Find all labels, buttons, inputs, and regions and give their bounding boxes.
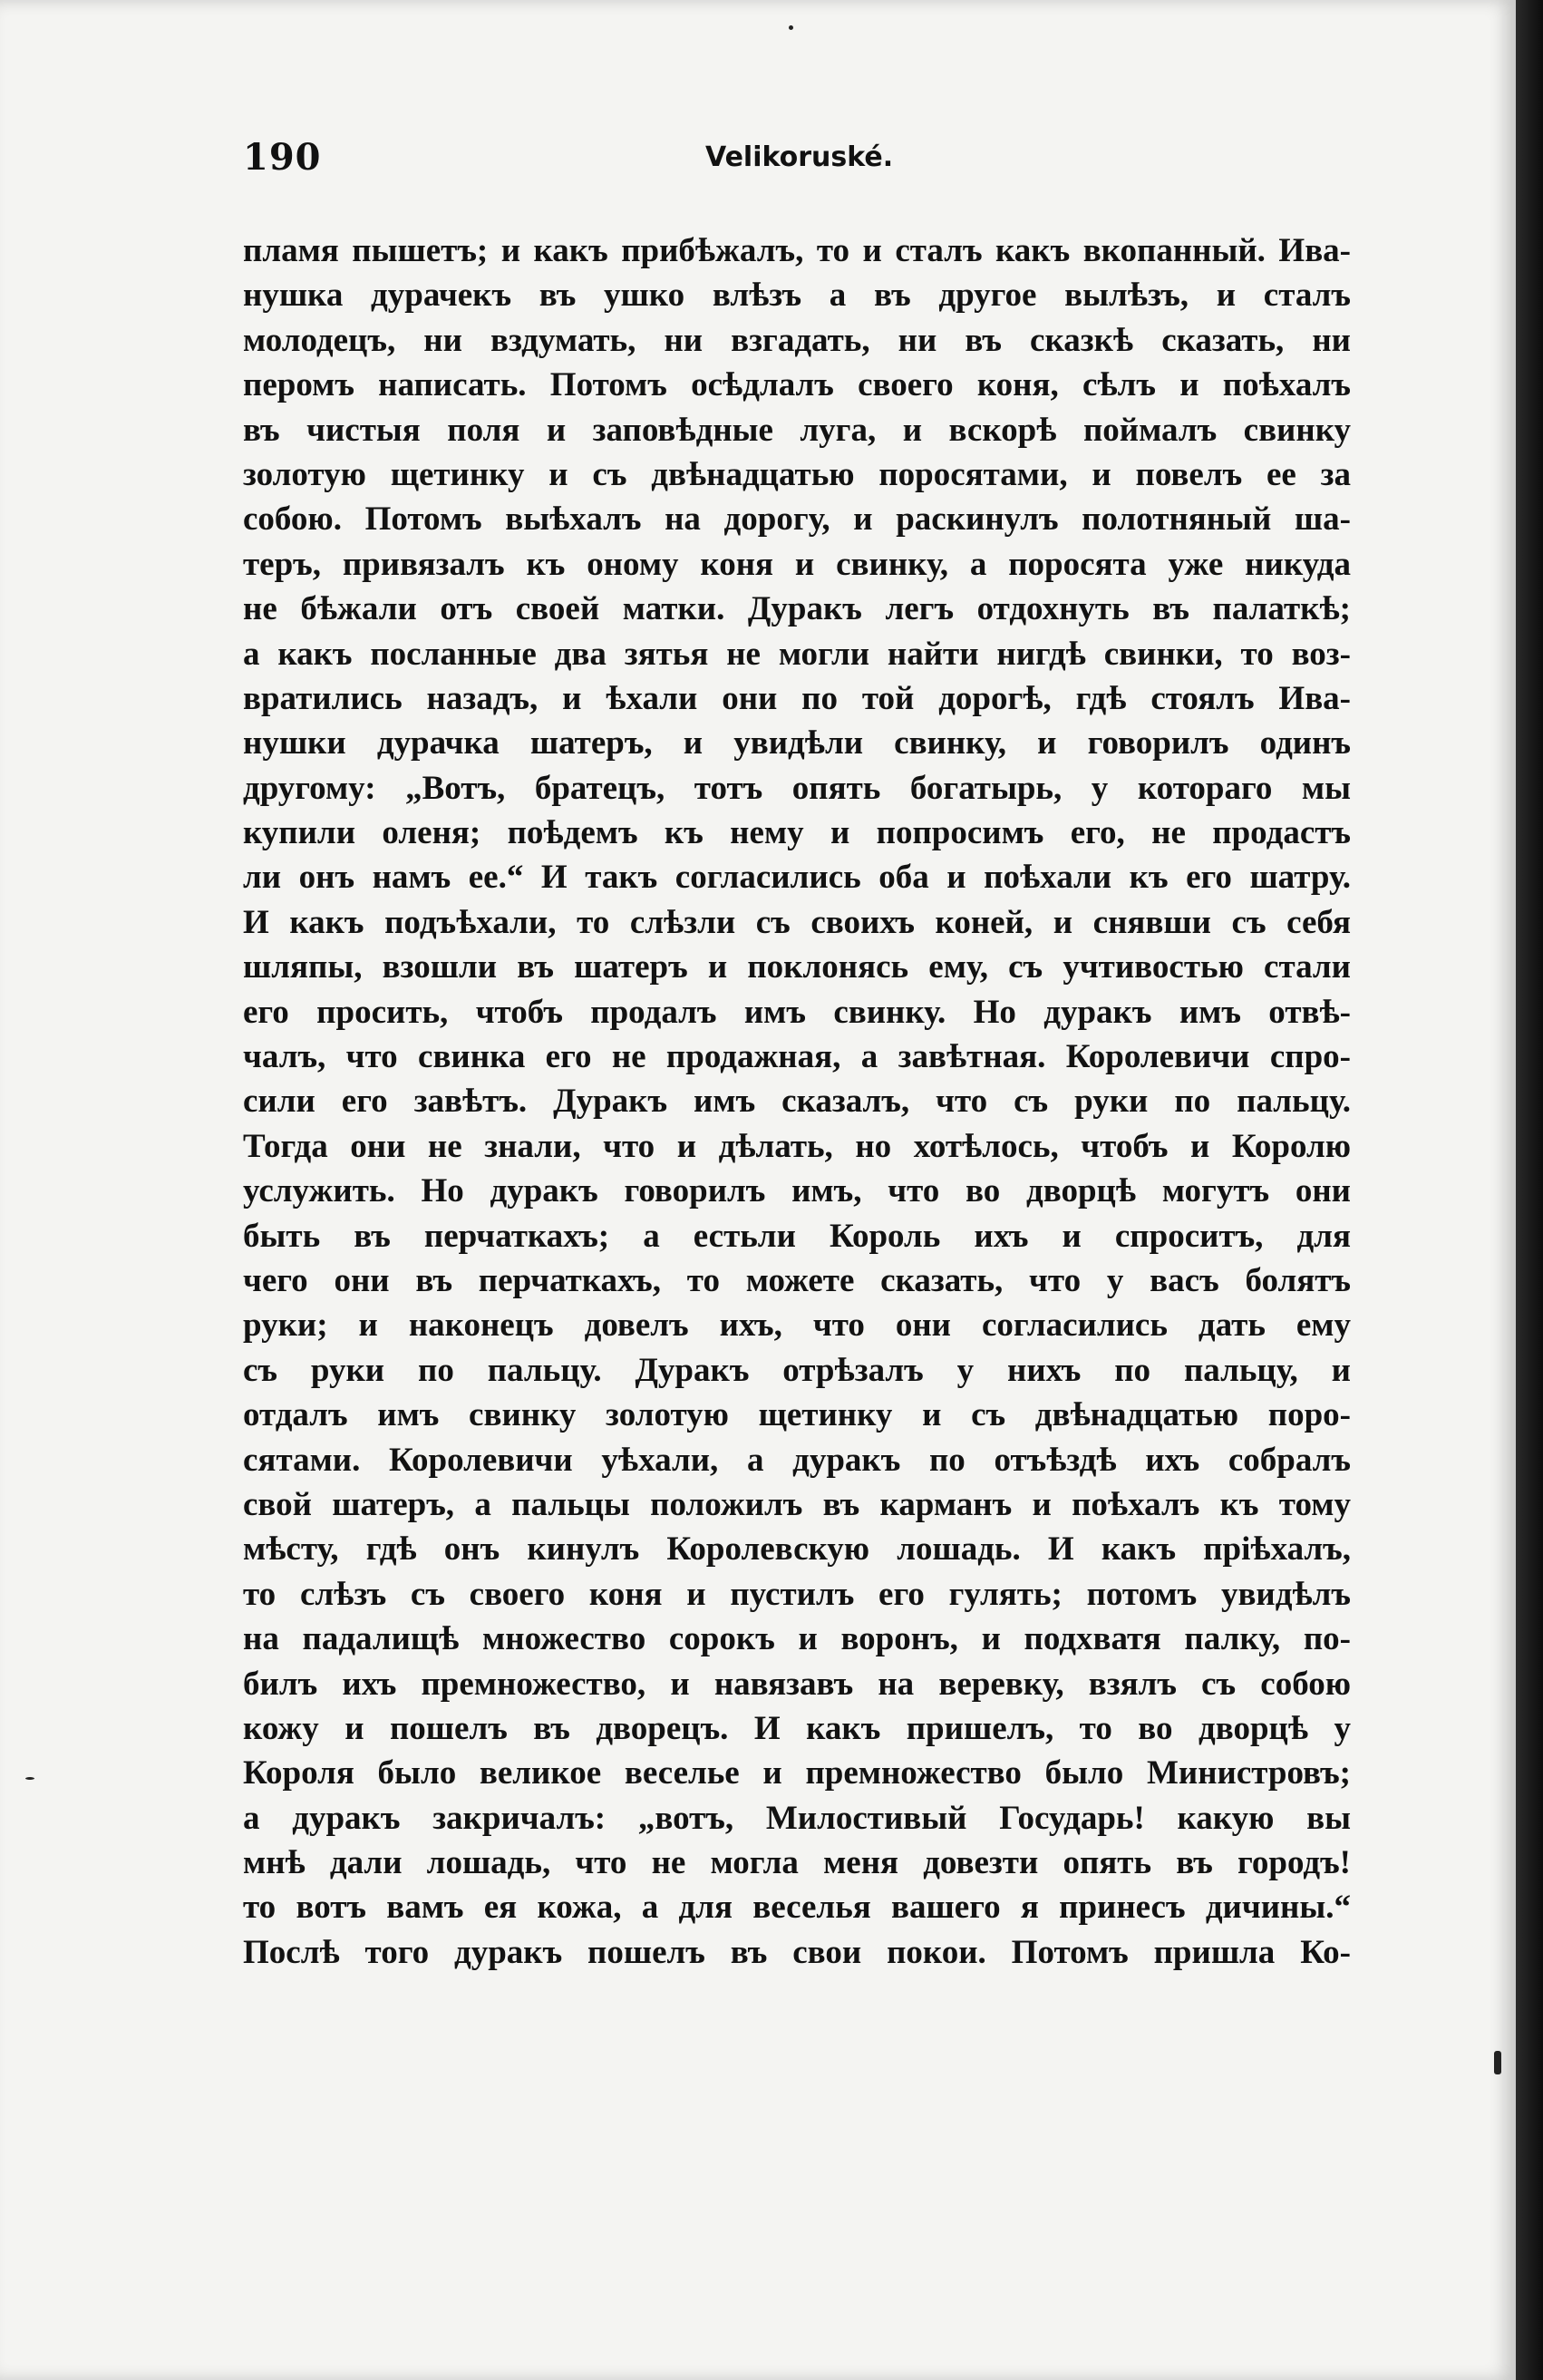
text-line: мѣсту, гдѣ онъ кинулъ Королевскую лошадь. И какъ пріѣхалъ, — [243, 1530, 1351, 1569]
text-line: сили его завѣтъ. Дуракъ имъ сказалъ, что съ руки по пальцу. — [243, 1083, 1351, 1121]
text-line: молодецъ, ни вздумать, ни взгадать, ни въ сказкѣ сказать, ни — [243, 321, 1351, 359]
text-line: другому: „Вотъ, братецъ, тотъ опять богатырь, у котораго мы — [243, 769, 1351, 807]
page-number: 190 — [243, 136, 322, 179]
text-line: свой шатеръ, а пальцы положилъ въ карманъ и поѣхалъ къ тому — [243, 1485, 1351, 1523]
scan-speck — [1494, 2051, 1501, 2074]
text-line: кожу и пошелъ въ дворецъ. И какъ пришелъ, то во дворцѣ у — [243, 1709, 1351, 1747]
text-line: услужить. Но дуракъ говорилъ имъ, что во дворцѣ могутъ они — [243, 1172, 1351, 1210]
text-line: а какъ посланные два зятья не могли найти нигдѣ свинки, то воз- — [243, 635, 1351, 673]
text-line: билъ ихъ премножество, и навязавъ на веревку, взялъ съ собою — [243, 1665, 1351, 1703]
text-line: то слѣзъ съ своего коня и пустилъ его гулять; потомъ увидѣлъ — [243, 1575, 1351, 1613]
scan-speck — [25, 1777, 34, 1780]
text-line: мнѣ дали лошадь, что не могла меня довезти опять въ городъ! — [243, 1844, 1351, 1882]
text-line: его просить, чтобъ продалъ имъ свинку. Но дуракъ имъ отвѣ- — [243, 993, 1351, 1031]
text-line: золотую щетинку и съ двѣнадцатью поросятами, и повелъ ее за — [243, 455, 1351, 493]
text-line: то вотъ вамъ ея кожа, а для веселья вашего я принесъ дичины.“ — [243, 1889, 1351, 1927]
text-line: руки; и наконецъ довелъ ихъ, что они согласились дать ему — [243, 1307, 1351, 1345]
text-line: въ чистыя поля и заповѣдные луга, и вскорѣ поймалъ свинку — [243, 411, 1351, 449]
text-line: пламя пышетъ; и какъ прибѣжалъ, то и сталъ какъ вкопанный. Ива- — [243, 232, 1351, 269]
text-line: нушка дурачекъ въ ушко влѣзъ а въ другое вылѣзъ, и сталъ — [243, 277, 1351, 315]
text-line: ли онъ намъ ее.“ И такъ согласились оба и поѣхали къ его шатру. — [243, 859, 1351, 897]
text-line: собою. Потомъ выѣхалъ на дорогу, и раскинулъ полотняный ша- — [243, 500, 1351, 539]
page-header — [243, 136, 1349, 190]
text-line: Короля было великое веселье и премножество было Министровъ; — [243, 1754, 1351, 1792]
text-line: быть въ перчаткахъ; а естьли Король ихъ и спроситъ, для — [243, 1217, 1351, 1255]
text-line: а дуракъ закричалъ: „вотъ, Милостивый Государь! какую вы — [243, 1799, 1351, 1837]
text-line: съ руки по пальцу. Дуракъ отрѣзалъ у нихъ по пальцу, и — [243, 1351, 1351, 1389]
text-line: купили оленя; поѣдемъ къ нему и попросимъ его, не продастъ — [243, 814, 1351, 852]
scan-speck — [789, 25, 793, 30]
text-line: отдалъ имъ свинку золотую щетинку и съ двѣнадцатью поро- — [243, 1396, 1351, 1434]
text-line: вратились назадъ, и ѣхали они по той дорогѣ, гдѣ стоялъ Ива- — [243, 679, 1351, 717]
text-line: теръ, привязалъ къ оному коня и свинку, а поросята уже никуда — [243, 545, 1351, 583]
text-line: нушки дурачка шатеръ, и увидѣли свинку, и говорилъ одинъ — [243, 724, 1351, 763]
running-head: Velikoruské. — [705, 141, 894, 173]
scan-edge — [1516, 0, 1543, 2380]
text-line: И какъ подъѣхали, то слѣзли съ своихъ коней, и снявши съ себя — [243, 903, 1351, 941]
text-line: не бѣжали отъ своей матки. Дуракъ легъ отдохнуть въ палаткѣ; — [243, 590, 1351, 628]
text-line: шляпы, взошли въ шатеръ и поклонясь ему, съ учтивостью стали — [243, 948, 1351, 986]
text-line: на падалищѣ множество сорокъ и воронъ, и подхватя палку, по- — [243, 1620, 1351, 1658]
text-line: перомъ написать. Потомъ осѣдлалъ своего коня, сѣлъ и поѣхалъ — [243, 366, 1351, 404]
text-line: сятами. Королевичи уѣхали, а дуракъ по отъѣздѣ ихъ собралъ — [243, 1441, 1351, 1479]
body-text — [243, 228, 1351, 1975]
text-line: Послѣ того дуракъ пошелъ въ свои покои. Потомъ пришла Ко- — [243, 1933, 1351, 1971]
text-line: чего они въ перчаткахъ, то можете сказать, что у васъ болятъ — [243, 1261, 1351, 1299]
text-line: Тогда они не знали, что и дѣлать, но хотѣлось, чтобъ и Королю — [243, 1127, 1351, 1165]
text-line: чалъ, что свинка его не продажная, а завѣтная. Королевичи спро- — [243, 1038, 1351, 1076]
